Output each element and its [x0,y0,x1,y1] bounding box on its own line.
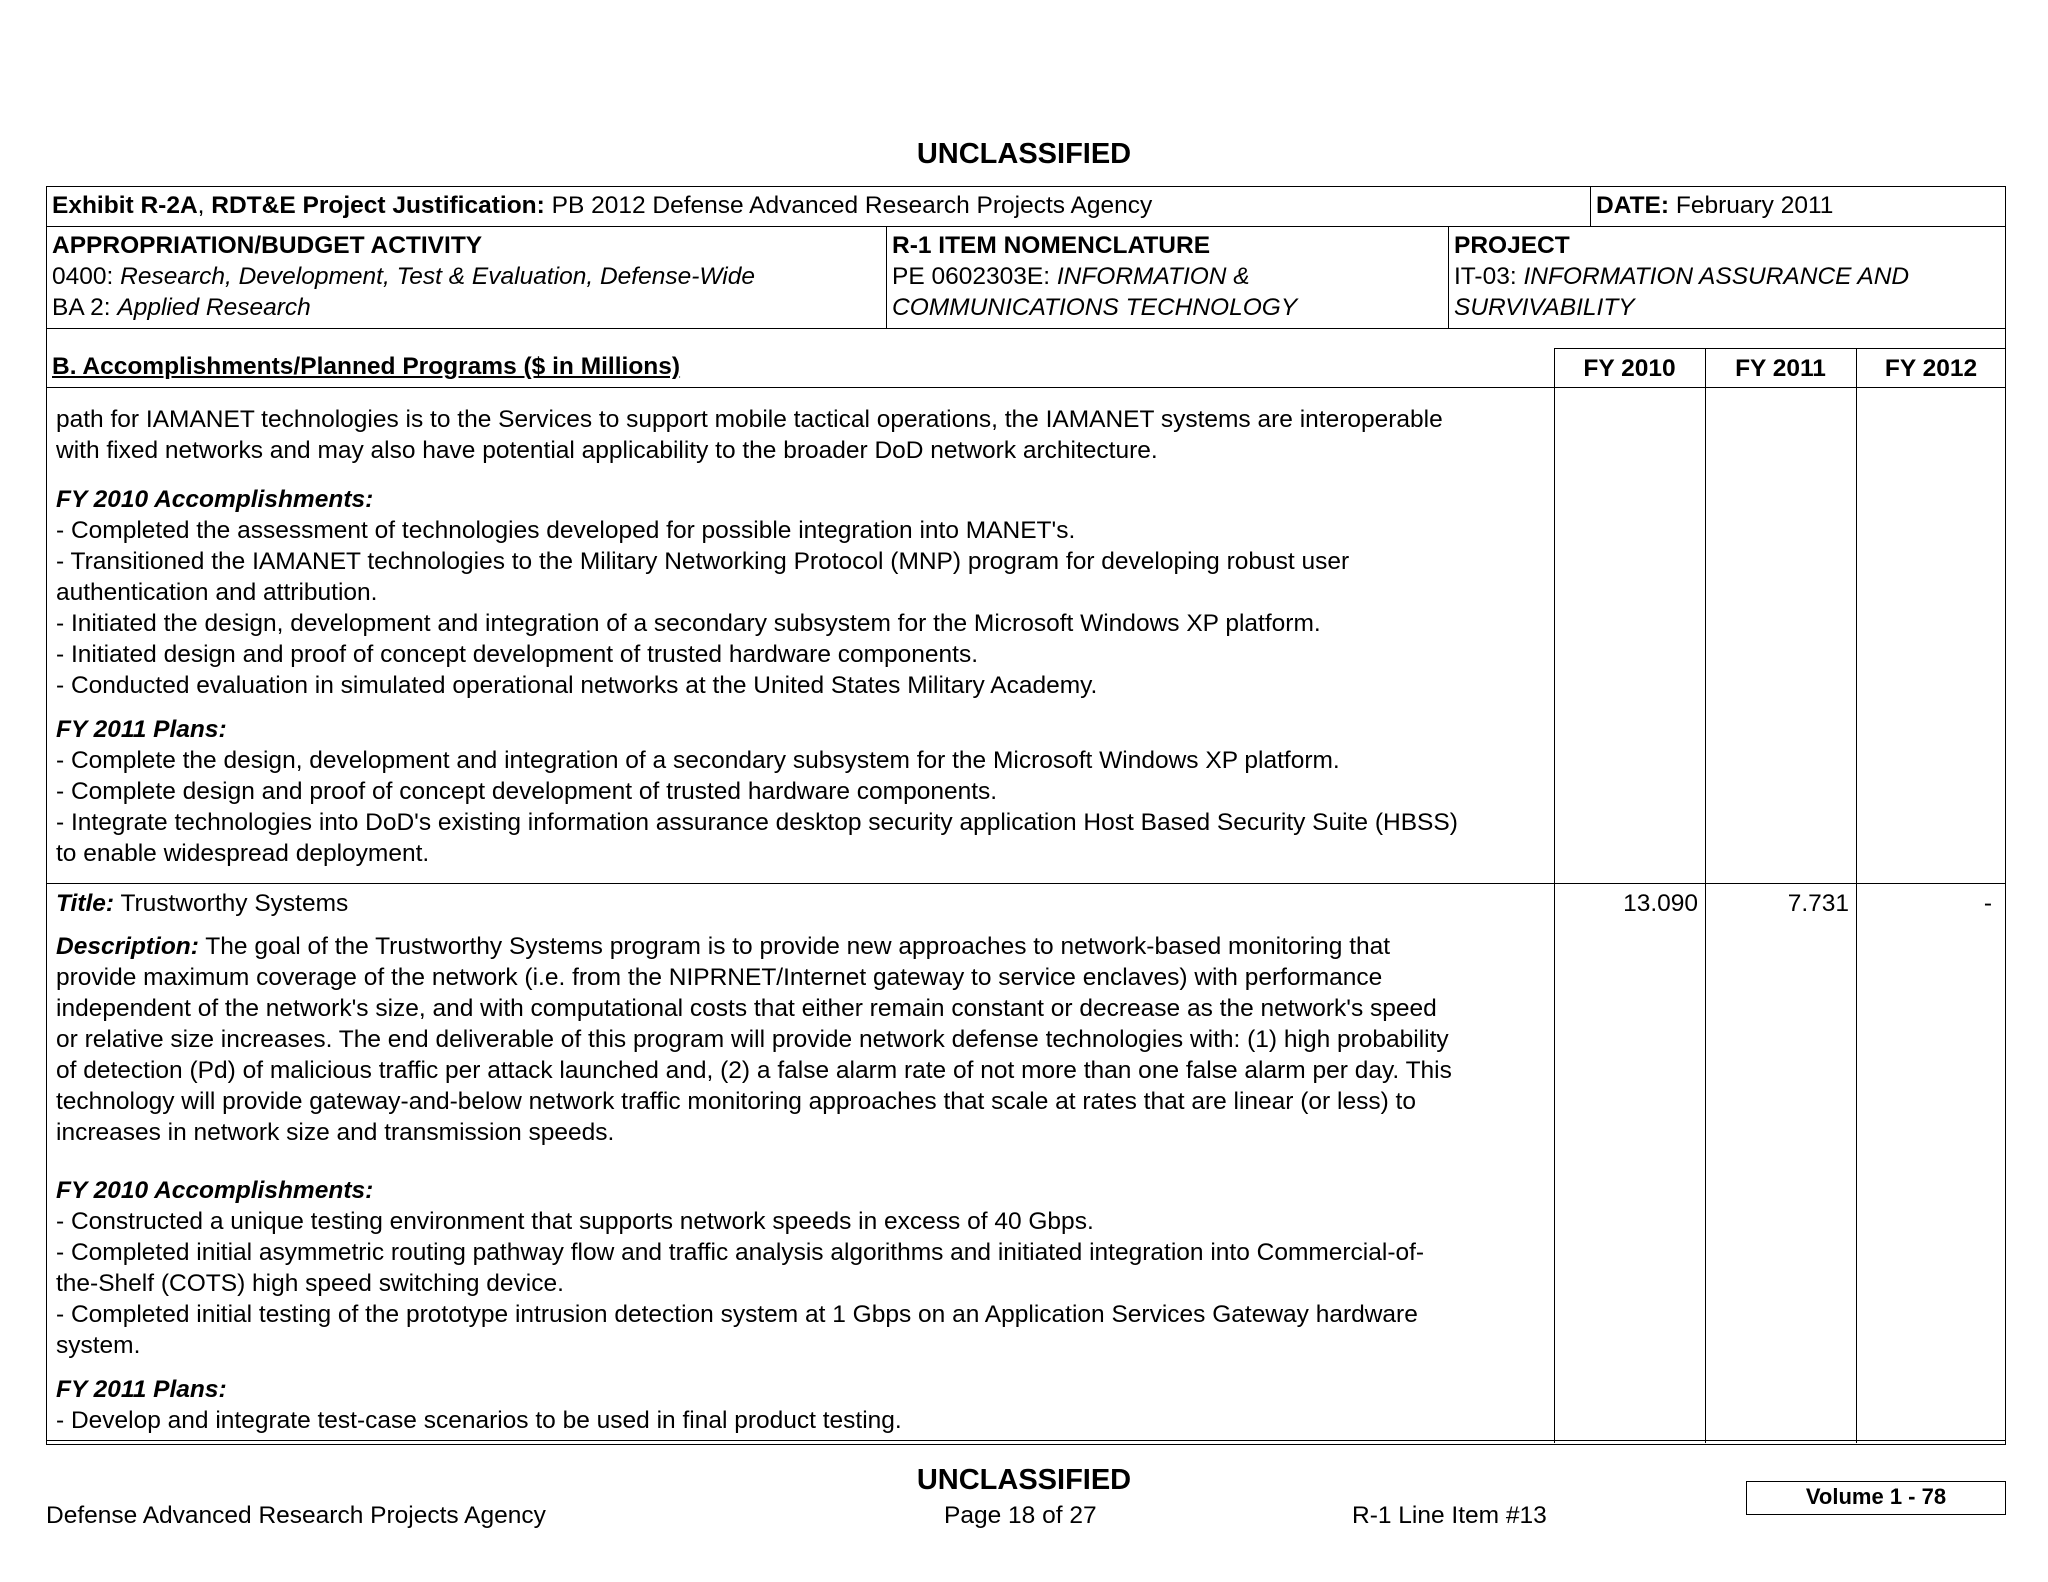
block2-body [56,888,1546,1436]
description-text: The goal of the Trustworthy Systems program is to provide new approaches to network-based monitoring that [198,933,1391,960]
text-line: - Transitioned the IAMANET technologies to the Military Networking Protocol (MNP) program for developing robust user [56,548,1350,575]
footer-volume: Volume 1 - 78 [1805,1484,1947,1509]
text-line: - Initiated the design, development and integration of a secondary subsystem for the Microsoft Windows XP platform. [56,610,1321,637]
appropriation-code: 0400: [52,263,121,290]
footer-agency: Defense Advanced Research Projects Agency [46,1502,546,1529]
text-line: authentication and attribution. [56,579,378,606]
block2-plans-heading: FY 2011 Plans: [56,1376,227,1403]
divider [46,226,2006,227]
divider [46,1440,2006,1441]
divider [1554,348,2006,349]
divider [46,883,2006,884]
divider [1554,348,1555,1443]
text-line: - Complete design and proof of concept development of trusted hardware components. [56,778,998,805]
text-line: - Integrate technologies into DoD's existing information assurance desktop security application Host Based Security Suite (HBSS) [56,809,1458,836]
text-line: with fixed networks and may also have potential applicability to the broader DoD network architecture. [56,437,1158,464]
block1-body [56,404,1546,869]
block2-title [56,888,1546,919]
text-line: provide maximum coverage of the network (i.e. from the NIPRNET/Internet gateway to service enclaves) with performance [56,964,1383,991]
title-value: Trustworthy Systems [114,890,349,917]
text-line: the-Shelf (COTS) high speed switching device. [56,1270,564,1297]
r1-item-text-2: COMMUNICATIONS TECHNOLOGY [892,294,1298,321]
footer-line-item: R-1 Line Item #13 [1352,1502,1547,1529]
appropriation-text: Research, Development, Test & Evaluation, Defense-Wide [120,263,755,290]
block1-acc-heading: FY 2010 Accomplishments: [56,486,374,513]
block1-plans-heading: FY 2011 Plans: [56,716,227,743]
block1-intro [56,404,1546,466]
date-value: February 2011 [1669,192,1834,219]
text-line: - Completed initial asymmetric routing pathway flow and traffic analysis algorithms and initiated integration into Commercial-of- [56,1239,1425,1266]
date-label: DATE: [1596,192,1670,219]
text-line: technology will provide gateway-and-below network traffic monitoring approaches that scale at rates that are linear (or less) to [56,1088,1416,1115]
project-text-2: SURVIVABILITY [1454,294,1635,321]
text-line: independent of the network's size, and with computational costs that either remain constant or decrease as the network's speed [56,995,1437,1022]
footer-page: Page 18 of 27 [944,1502,1097,1529]
fy-header-2011: FY 2011 [1735,355,1826,382]
classification-top: UNCLASSIFIED [916,138,1132,170]
footer-volume-box [1746,1481,2006,1515]
divider [46,328,2006,329]
appropriation-cell [52,230,755,323]
divider [1448,226,1449,328]
text-line: system. [56,1332,141,1359]
exhibit-label: Exhibit R-2A [52,192,198,219]
description-label: Description: [56,933,199,960]
text-line: - Completed initial testing of the prototype intrusion detection system at 1 Gbps on an Application Services Gateway hardware [56,1301,1418,1328]
text-line: path for IAMANET technologies is to the Services to support mobile tactical operations, the IAMANET systems are interoperable [56,406,1443,433]
justification-label: RDT&E Project Justification: [211,192,545,219]
divider [886,226,887,328]
r1-item-title: R-1 ITEM NOMENCLATURE [892,232,1211,259]
project-text: INFORMATION ASSURANCE AND [1523,263,1910,290]
text-line: - Constructed a unique testing environment that supports network speeds in excess of 40 Gbps. [56,1208,1094,1235]
section-b-title: B. Accomplishments/Planned Programs ($ in Millions) [52,353,681,380]
text-line: - Complete the design, development and integration of a secondary subsystem for the Microsoft Windows XP platform. [56,747,1340,774]
appropriation-title: APPROPRIATION/BUDGET ACTIVITY [52,232,483,259]
fy-header-2012: FY 2012 [1884,355,1978,382]
text-line: of detection (Pd) of malicious traffic per attack launched and, (2) a false alarm rate of not more than one false alarm per day. This [56,1057,1452,1084]
divider [1590,186,1591,226]
project-title: PROJECT [1454,232,1570,259]
text-line: to enable widespread deployment. [56,840,430,867]
text-line: - Completed the assessment of technologies developed for possible integration into MANET's. [56,517,1076,544]
project-cell [1454,230,1909,323]
exhibit-sep: , [197,192,212,219]
project-code: IT-03: [1454,263,1524,290]
text-line [56,931,1546,962]
divider [1705,348,1706,1443]
exhibit-title [52,190,1152,221]
divider [1856,348,1857,1443]
fy-header-2010: FY 2010 [1583,355,1676,382]
title-label: Title: [56,890,115,917]
text-line: - Develop and integrate test-case scenarios to be used in final product testing. [56,1407,902,1434]
classification-bottom: UNCLASSIFIED [916,1464,1132,1496]
r1-item-cell [892,230,1297,323]
r1-item-code: PE 0602303E: [892,263,1057,290]
text-line: increases in network size and transmission speeds. [56,1119,615,1146]
r1-item-text: INFORMATION & [1056,263,1250,290]
text-line: - Conducted evaluation in simulated operational networks at the United States Military Academy. [56,672,1098,699]
value-fy2011: 7.731 [1787,890,1849,917]
block2-acc-heading: FY 2010 Accomplishments: [56,1177,374,1204]
date-cell [1596,190,1833,221]
value-fy2012: - [1983,890,1992,917]
justification-value: PB 2012 Defense Advanced Research Projects Agency [544,192,1153,219]
budget-activity-code: BA 2: [52,294,118,321]
value-fy2010: 13.090 [1623,890,1698,917]
budget-activity-text: Applied Research [117,294,311,321]
text-line: - Initiated design and proof of concept development of trusted hardware components. [56,641,979,668]
text-line: or relative size increases. The end deliverable of this program will provide network defense technologies with: (1) high probability [56,1026,1449,1053]
